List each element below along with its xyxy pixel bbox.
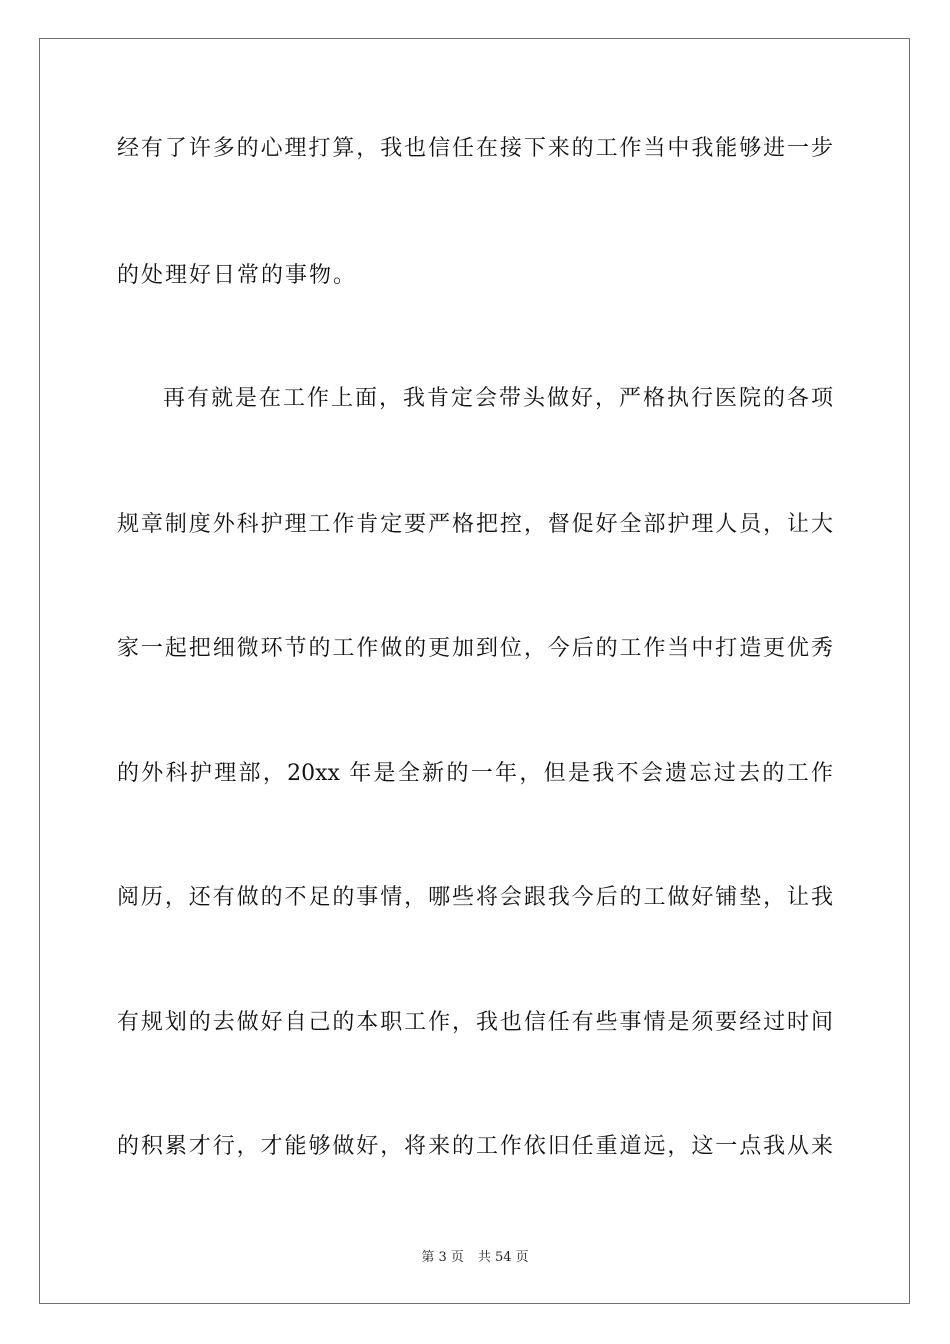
page-footer bbox=[0, 1249, 950, 1267]
body-text-line: 再有就是在工作上面，我肯定会带头做好，严格执行医院的各项 bbox=[163, 386, 833, 411]
body-text-line: 的外科护理部，20xx 年是全新的一年，但是我不会遗忘过去的工作 bbox=[117, 761, 833, 786]
page-border bbox=[39, 38, 910, 1304]
body-text-line: 规章制度外科护理工作肯定要严格把控，督促好全部护理人员，让大 bbox=[117, 512, 833, 537]
body-text-line: 的处理好日常的事物。 bbox=[117, 263, 358, 288]
body-text-line: 有规划的去做好自己的本职工作，我也信任有些事情是须要经过时间 bbox=[117, 1010, 833, 1035]
body-text-line: 的积累才行，才能够做好，将来的工作依旧任重道远，这一点我从来 bbox=[117, 1134, 833, 1159]
body-text-line: 家一起把细微环节的工作做的更加到位，今后的工作当中打造更优秀 bbox=[117, 636, 833, 661]
body-text-line: 经有了许多的心理打算，我也信任在接下来的工作当中我能够进一步 bbox=[117, 136, 833, 161]
body-text-line: 阅历，还有做的不足的事情，哪些将会跟我今后的工做好铺垫，让我 bbox=[117, 885, 833, 910]
total-pages: 共 54 页 bbox=[477, 1250, 529, 1265]
page-number: 第 3 页 bbox=[421, 1250, 464, 1265]
